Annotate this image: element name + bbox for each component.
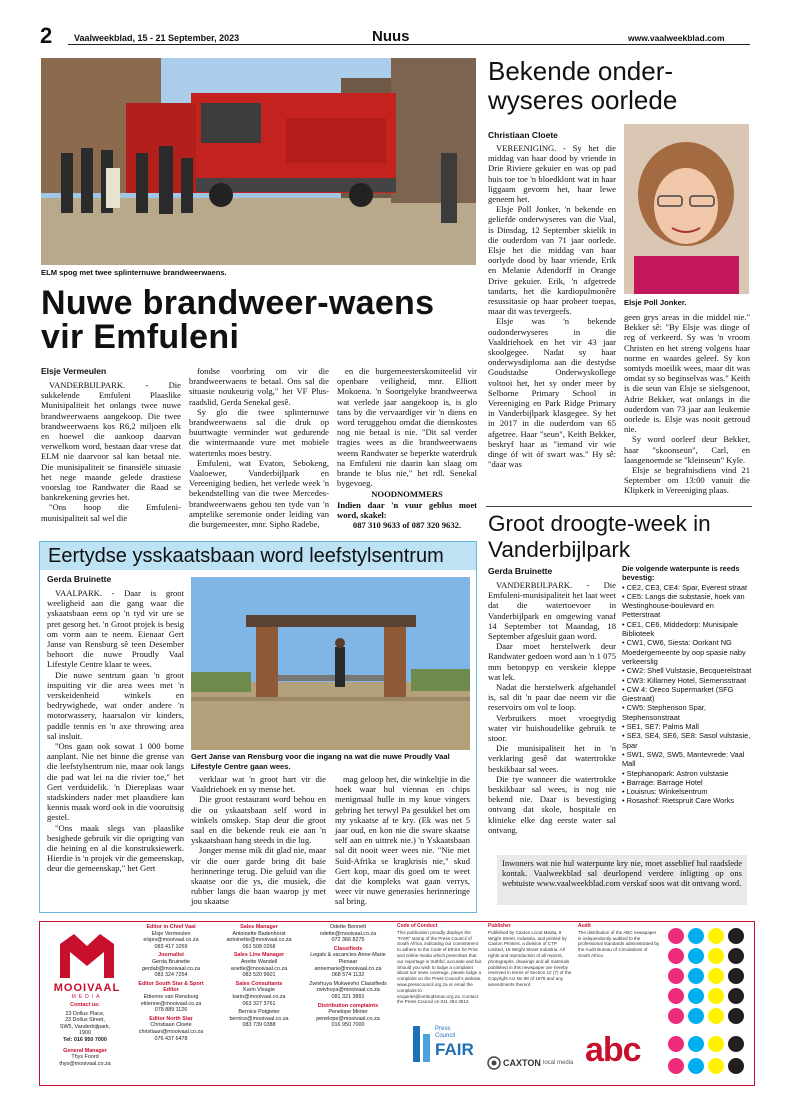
issue-date: Vaalweekblad, 15 - 21 September, 2023	[74, 33, 240, 43]
water-point: • Louisrus: Winkelsentrum	[622, 787, 708, 797]
fire-col-3	[337, 366, 477, 530]
fire-para: en die burgemeesterskomiteelid vir openbare veiligheid, mnr. Elliott Mokoena. 'n Soortgelyke brandweerwa wat verlede jaar aangekoop is, is glo tans by die vervaardiger vir 'n diens en word teruggehou omdat die dienskostes nog nie betaal is nie. "Dit sal verder tragies wees as die brandweerwaens weens Randwater se beperkte waterdruk na Emfuleni nie daarin kan slaag om brande te blus nie," het rdl. Senekal bygevoeg.	[337, 366, 477, 489]
gm-name: Thys Foord	[71, 1054, 99, 1061]
staff-tel: 072 366 8275	[331, 937, 365, 944]
ice-headline: Eertydse ysskaatsbaan word leefstylsentrum	[48, 545, 444, 567]
emergency-title: NOODNOMMERS	[371, 489, 443, 500]
black-dot	[728, 928, 744, 944]
fire-para: VANDERBIJLPARK. - Die sukkelende Emfuleni Plaaslike Munisipaliteit het onlangs twee nuwe brandweerwaens aangekoop. Die twee brandweerwaens kos R6,2 miljoen elk en hoewel die aankoop daarvan verwelkom word, bestaan daar vrese dat ELM nie daarvoor sal kan betaal nie. Die munisipaliteit se finansiële situasie het nege maande gelede drastiese voorslag toe Randwater die Raad se bankrekening gevries het.	[41, 380, 181, 503]
cyan-dot	[688, 1058, 704, 1074]
staff-name: Christiaan Cloete	[150, 1022, 192, 1029]
obit-portrait	[624, 124, 749, 294]
water-point: • Stephanopark: Astron vulstasie	[622, 768, 729, 778]
staff-name: Gerda Bruinette	[151, 958, 191, 965]
ice-para: VAALPARK. - Daar is groot weeligheid aan die gang waar die yskaatsbaan eens op 'n tyd vir ure se pret gesorg het. 'n Groot projek is besig om vorm aan te neem. Eienaar Gert Janse van Rensburg sê teen Desember behoort die nuwe Proudly Vaal Lifestyle Centre klaar te wees.	[47, 588, 184, 670]
staff-tel: 068 574 1132	[331, 972, 365, 979]
staff-tel: 083 739 0388	[242, 1022, 276, 1029]
staff-email: ettienne@mooivaal.co.za	[140, 1000, 202, 1007]
contact-block	[45, 1002, 125, 1067]
yellow-dot	[708, 988, 724, 1004]
publisher-block	[488, 924, 574, 988]
water-point: • CW3: Killarney Hotel, Siemensstraat	[622, 675, 747, 685]
emergency-numbers: 087 310 9633 of 087 320 9632.	[352, 520, 462, 531]
water-point: • CW2: Shell Vulstasie, Becquerelstraat	[622, 666, 752, 676]
fire-col-1	[41, 380, 181, 523]
water-points-title: Die volgende waterpunte is reeds bevestig:	[622, 564, 740, 583]
publisher-title: Publisher	[488, 923, 511, 929]
lifestyle-centre-photo	[191, 577, 470, 750]
black-dot	[728, 948, 744, 964]
ice-photo-caption: Gert Janse van Rensburg voor die ingang na wat die nuwe Proudly Vaal Lifestyle Centre gaan wees.	[191, 752, 450, 771]
staff-role: Classifieds	[333, 945, 363, 952]
contact-line: 23 Dollus Place,	[65, 1010, 105, 1017]
water-point: • CW1, CW6, Siesta: Oorkant NG Moedergemeente by oop spasie naby verkeerslig	[622, 638, 746, 666]
ice-col-3	[335, 774, 470, 907]
press-council-icon	[411, 1024, 435, 1064]
gm-title: General Manager	[63, 1047, 107, 1054]
water-point: • SE3, SE4, SE6, SE8: Sasol vulstasie, Spar	[622, 731, 751, 750]
water-point: • SW1, SW2, SW5, Mantevrede: Vaal Mall	[622, 749, 745, 769]
staff-name: Karin Visagie	[243, 987, 275, 994]
fire-truck-photo	[41, 58, 476, 265]
obit-byline: Christiaan Cloete	[488, 130, 558, 140]
lifestyle-centre-image	[191, 577, 470, 750]
water-point: • CE2, CE3, CE4: Spar, Everest straat	[622, 582, 747, 592]
fire-headline	[41, 286, 476, 354]
press-council-fair-logo	[411, 1024, 481, 1069]
staff-email: antoinette@mooivaal.co.za	[226, 937, 292, 944]
contact-line: SW5, Vanderbijlpark,	[59, 1023, 111, 1030]
staff-tel: 083 520 9601	[242, 972, 276, 979]
staff-tel: 063 327 3761	[242, 1000, 276, 1007]
cyan-dot	[688, 1008, 704, 1024]
contact-line: 23 Dollus Street,	[65, 1017, 105, 1024]
obit-para: VEREENIGING. - Sy het die middag van haar dood by vriende in Drie Riviere gekuier en was op pad huis toe toe 'n bloedklont wat in haar liggaam gevorm het, haar lewe geneem het.	[488, 143, 616, 205]
black-dot	[728, 968, 744, 984]
staff-email: odette@mooivaal.co.za	[319, 930, 377, 937]
drought-col-1	[488, 580, 616, 835]
fire-byline: Elsje Vermeulen	[41, 366, 107, 376]
drought-para: VANDERBIJLPARK. - Die Emfuleni-munisipaliteit het laat weet dat die watertoevoer in Vanderbijlpark en omgewing vanaf 14 September tot Maandag, 18 September afgesluit gaan word.	[488, 580, 616, 642]
drought-para: Daar moet herstelwerk deur Randwater gedoen word aan 'n 1 075 mm betonpyp en verskeie kleppe wat lek.	[488, 641, 616, 682]
water-point: • CW5: Stephenson Spar, Stephensonstraat	[622, 703, 706, 722]
cyan-dot	[688, 988, 704, 1004]
staff-role: Sales Consultants	[235, 980, 283, 987]
audit-title: Audit	[578, 923, 591, 929]
ice-para: "Ons gaan ook sowat 1 000 bome aanplant. Nie net binne die grense van die leefstylsentrum nie, maar ook langs die pad wat lei na die rivier toe," het Gert verduidelik. 'n Diereplaas waar stadskinders nader met plaasdiere kan kennis maak word ook in die vooruitsig gestel.	[47, 741, 184, 823]
cyan-dot	[688, 928, 704, 944]
magenta-dot	[668, 1058, 684, 1074]
fire-headline-text: Nuwe brandweer-waens vir Emfuleni	[41, 284, 435, 356]
staff-col-sales	[216, 924, 302, 1031]
drought-headline	[488, 511, 750, 563]
yellow-dot	[708, 1008, 724, 1024]
drought-note: Inwoners wat nie hul waterpunte kry nie, moet asseblief hul raadslede kontak. Vaalweekblad sal deurlopend verdere inligting op ons webtuiste www.vaalweekblad.com verskaf soos wat dit ontvang word.	[502, 858, 742, 888]
caxton-icon	[487, 1056, 501, 1070]
drought-note-box	[497, 855, 747, 905]
yellow-dot	[708, 948, 724, 964]
staff-role: Sales Manager	[240, 924, 278, 930]
emergency-line: Indien daar 'n vuur geblus moet word, skakel:	[337, 499, 477, 520]
staff-name: Anette Wandell	[240, 958, 278, 965]
caxton-sub: local media	[543, 1060, 574, 1066]
staff-name: Antoinette Badenhorst	[232, 930, 286, 937]
drought-para: Nadat die herstelwerk afgehandel is, sal dit 'n paar dae neem vir die reservoirs om vol te loop.	[488, 682, 616, 713]
portrait-image	[624, 124, 749, 294]
ice-byline: Gerda Bruinette	[47, 574, 112, 584]
ice-para: mag geloop het, die winkeltjie in die hoek waar hul viennas en chips menigmaal hulle in my koue vingers gebring het terwyl Pa gesukkel het om my yskaatse af te kry. (Ek was net 5 jaar oud, en kon nie die sware skaatse self aan en uittrek nie.) 'n Yskaatsbaan sal dit nooit weer wees nie. "Nie met Suid-Afrika se kragkrisis nie," skud Gert kop, maar dis goed om te weet dat die kompleks wat gaan verrys, weer vir nuwe generasies herinneringe sal bring.	[335, 774, 470, 907]
fire-para: "Ons hoop die Emfuleni-munisipaliteit sal wel die	[41, 502, 181, 523]
fire-para: Sy glo die twee splinternuwe brandweerwaens sal die druk op buurtwagte verminder wat gedurende die wintermaande vure met mobiele watertenks moes bestry.	[189, 406, 329, 458]
yellow-dot	[708, 1058, 724, 1074]
staff-role: Distribution complaints	[317, 1002, 379, 1009]
staff-name: Zwivhuya Mukwevho Classifieds	[309, 980, 387, 987]
staff-email: zwivhuya@mooivaal.co.za	[316, 987, 380, 994]
page-number: 2	[40, 23, 53, 48]
ice-para: Jonger mense mik dit glad nie, maar vir die ouer garde bring dit baie herinneringe terug. Die geluid van die skaatse oor die ys, die musiek, die rubber langs die baan waarop jy met jou skaatse	[191, 845, 326, 907]
section-label: Nuus	[372, 28, 410, 45]
cyan-dot	[688, 968, 704, 984]
black-dot	[728, 1058, 744, 1074]
magenta-dot	[668, 968, 684, 984]
fire-para: Emfuleni, wat Evaton, Sebokeng, Vaaloewer, Vanderbijlpark en Vereeniging bedien, het verlede week 'n bekendstelling van die twee Mercedes-brandweerwaens gehou ten tyde van 'n amptelike seremonie onder leiding van die burgemeester, mnr. Sipho Radebe,	[189, 457, 329, 530]
drought-byline: Gerda Bruinette	[488, 566, 553, 576]
ice-para: Die groot restaurant word behou en die ou yskaatsbaan self word in winkels omskep. Stap deur die groot saal en die bekende reuk eie aan 'n yskaatsbaan hang steeds in die lug.	[191, 794, 326, 846]
contact-line: 1900	[79, 1030, 91, 1037]
staff-role: Editor North Star	[149, 1015, 193, 1022]
staff-tel: 083 417 1059	[154, 943, 188, 950]
staff-email: elsjev@mooivaal.co.za	[143, 937, 199, 944]
fire-truck-image	[41, 58, 476, 265]
obit-col-1	[488, 143, 616, 470]
staff-name: Legals & vacancies Anne-Marie Pienaar	[310, 952, 386, 965]
black-dot	[728, 988, 744, 1004]
ice-para: "Ons maak slegs van plaaslike besighede gebruik vir die oprigting van die heining en al die konstruksiewerk. Hierdie is 'n projek vir die gemeenskap, deur die gemeenskap," het Gert	[47, 822, 184, 874]
cyan-dot	[688, 1036, 704, 1052]
drought-para: Die tye wanneer die watertrokke beskikbaar sal wees, is nog nie bekend nie. Daar is bevestiging ontvang dat skole, hospitale en klinieke elke dag eerste water sal ontvang.	[488, 773, 616, 835]
code-of-conduct	[397, 924, 483, 1005]
water-point: • CE1, CE6, Middedorp: Munisipale Biblioteek	[622, 619, 738, 639]
staff-role: Journalist	[158, 952, 184, 959]
drought-top-rule	[486, 506, 752, 507]
obit-para: Sy word oorleef deur Bekker, haar "skoonseun", Carl, en laasgenoemde se "kleinseun" Kyle.	[624, 434, 750, 465]
press-council-line1: Press	[435, 1026, 451, 1032]
emergency-box	[337, 489, 477, 530]
staff-tel: 081 321 3891	[331, 993, 365, 1000]
obit-para: geen grys areas in die middel nie." Bekker sê: "By Elsje was dinge of reg of verkeerd. Sy was 'n vroom Christen en het streng volgens haar norme en waardes geleef. Sy kon somtyds moeilik wees, maar dit was omdat sy so beginselvas was." Keith is die seun van Elsje se sielsgenoot, Adrie Bekker, wat onlangs in die ouderdom van 73 jaar aan leukemie oorlede is. Elsje was nooit getroud nie.	[624, 312, 750, 435]
website-url: www.vaalweekblad.com	[628, 33, 725, 43]
logo-name: MOOIVAAL	[53, 982, 121, 994]
staff-name: Odette Bennett	[329, 924, 367, 930]
obit-col-2	[624, 312, 750, 496]
water-point: • Barrage: Barrage Hotel	[622, 777, 703, 787]
staff-tel: 083 324 7254	[154, 972, 188, 979]
ice-col-2	[191, 774, 326, 907]
cmyk-color-bar	[664, 924, 752, 1084]
audit-block	[578, 924, 660, 959]
cyan-dot	[688, 948, 704, 964]
obit-photo-caption: Elsje Poll Jonker.	[624, 298, 687, 307]
fire-para: fondse voorbring om vir die brandweerwaens te betaal. Ons sal die situasie noukeurig volg," het VF Plus-raadslid, Gerda Senekal gesê.	[189, 366, 329, 407]
water-point: • SE1, SE7: Palms Mall	[622, 722, 699, 732]
staff-email: christiaan@mooivaal.co.za	[138, 1028, 204, 1035]
staff-role: Editor in Chief Vaal	[146, 924, 196, 930]
water-point: • CE5: Langs die substasie, hoek van Westinghouse-boulevard en Petterstraat	[622, 591, 745, 620]
obit-para: Elsje se begrafnisdiens vind 21 September om 13:00 vanuit die Klipkerk in Vereeniging plaas.	[624, 465, 750, 496]
staff-tel: 076 437 6478	[154, 1035, 188, 1042]
magenta-dot	[668, 948, 684, 964]
staff-role: Sales Line Manager	[233, 952, 285, 959]
drought-para: Verbruikers moet vroegtydig water vir huishoudelike gebruik te stoor.	[488, 712, 616, 744]
mooivaal-logo-icon	[52, 930, 122, 980]
drought-headline-text: Groot droogte-week in Vanderbijlpark	[488, 511, 711, 562]
fire-photo-caption: ELM spog met twee splinternuwe brandweerwaens.	[41, 268, 227, 277]
staff-name: Elsje Vermeulen	[151, 930, 191, 937]
yellow-dot	[708, 1036, 724, 1052]
press-council-line2: Council	[435, 1033, 456, 1039]
staff-tel: 016 950 7000	[331, 1022, 365, 1029]
audit-text: The distribution of the ABC newspaper is independently audited to the professional standards administrated by the Audit Bureau of Circulations of South Africa.	[578, 929, 660, 958]
staff-tel: 078 889 1126	[154, 1007, 188, 1014]
staff-email: anette@mooivaal.co.za	[230, 965, 288, 972]
code-text: This publication proudly displays the "FAIR" stamp of the Press Council of South Africa, indicating our commitment to adhere to the Code of Ethics for Print and online media which prescribes that our reportage is truthful, accurate and fair. Should you wish to lodge a complaint about our news coverage, please lodge a complaint on the Press Council's website, www.presscouncil.org.za or email the complaint to enquiries@ombudsman.org.za. Contact the Press Council on 011 484 3612.	[397, 929, 483, 1005]
water-points-list	[622, 564, 752, 806]
staff-name: Ettienne van Rensburg	[143, 993, 199, 1000]
black-dot	[728, 1036, 744, 1052]
ice-col-1	[47, 588, 184, 874]
obit-para: Elsje was 'n bekende oudonderwyseres in die Vaaldriehoek en het vir 43 jaar skoolgegee. Nadat sy haar onderwysdiploma aan die destydse Goudstadse Onderwyskollege voltooi het, het sy onder meer by Selborne Primary School in Vereeniging en Park Ridge Primary in Vanderbijlpark klasgegee. Sy het in 2017 in die ouderdom van 65 afgetree. Haar "seun", Keith Bekker, beskryf haar as "iemand vir wie dinge óf wit óf swart was." Hy sê: "daar was	[488, 316, 616, 470]
ice-para: verklaar wat 'n groot hart vir die Vaaldriehoek en sy mense het.	[191, 774, 326, 795]
water-point: • Rosashof: Rietspruit Care Works	[622, 796, 735, 806]
code-title: Code of Conduct	[397, 923, 438, 929]
publisher-text: Published by Caxton Local Media, 9 Wright Street, Industria, and printed by Caxton Printers, a division of CTP Limited, 16 Wright Street Industria. All rights and reproduction of all reports, photographs, drawings and all materials published in this newspaper are hereby reserved in terms of Section 12 (7) of the Copyright Act No 98 of 1978 and any amendments thereof.	[488, 929, 572, 987]
staff-email: karin@mooivaal.co.za	[232, 993, 286, 1000]
ice-para: Die nuwe sentrum gaan 'n groot inspuiting vir die area wees met 'n verskeidenheid winkels en bedrywighede, wat onder andere 'n motorwassery, haarsalon vir kinders, paddle tennis en 'n axe throwing area sal insluit.	[47, 669, 184, 741]
fire-col-2	[189, 366, 329, 529]
staff-name: Penelope Minter	[328, 1009, 368, 1016]
staff-email: penelope@mooivaal.co.za	[316, 1015, 380, 1022]
gm-email: thys@mooivaal.co.za	[59, 1060, 111, 1067]
staff-email: bernice@mooivaal.co.za	[229, 1015, 289, 1022]
magenta-dot	[668, 988, 684, 1004]
contact-tel: Tel: 016 950 7000	[63, 1036, 107, 1043]
obit-headline	[488, 57, 754, 115]
staff-col-classifieds	[306, 924, 390, 1031]
magenta-dot	[668, 1036, 684, 1052]
staff-role: Editor South Star & Sport Editor	[138, 980, 204, 994]
ice-headline-bar	[40, 542, 476, 570]
water-point: • CW 4: Oreco Supermarket (SFG Giestraat)	[622, 684, 734, 704]
mooivaal-logo	[52, 930, 122, 980]
obit-para: Elsje Poll Jonker, 'n bekende en geliefde onderwyseres van die Vaal, is Dinsdag, 12 September skielik in die ouderdom van 71 jaar oorlede. Elsje het die middag van haar oorlyde dood by haar vriende, Erik en Melanie Adendorff in Orange Drive gekuier. Erik, 'n afgetrede tandarts, het die kardiopulmonêre resussitasie op haar probeer toepas, maar dit was tevergeefs.	[488, 204, 616, 317]
magenta-dot	[668, 928, 684, 944]
caxton-logo	[487, 1054, 575, 1074]
press-council-fair: FAIR	[435, 1040, 474, 1059]
yellow-dot	[708, 928, 724, 944]
logo-sub: MEDIA	[71, 994, 103, 1000]
staff-email: annemarie@mooivaal.co.za	[314, 965, 382, 972]
staff-col-editorial	[130, 924, 212, 1044]
staff-name: Bernice Potgieter	[238, 1009, 280, 1016]
magenta-dot	[668, 1008, 684, 1024]
caxton-name: CAXTON	[503, 1058, 541, 1068]
staff-tel: 061 508 0268	[242, 943, 276, 950]
contact-title: Contact us:	[70, 1002, 100, 1008]
yellow-dot	[708, 968, 724, 984]
drought-para: Die munisipaliteit het in 'n verklaring gesê dat watertrokke beskikbaar sal wees.	[488, 743, 616, 774]
staff-email: gerdab@mooivaal.co.za	[141, 965, 201, 972]
obit-headline-text: Bekende onder-wyseres oorlede	[488, 56, 678, 115]
abc-logo: abc	[585, 1031, 641, 1069]
black-dot	[728, 1008, 744, 1024]
